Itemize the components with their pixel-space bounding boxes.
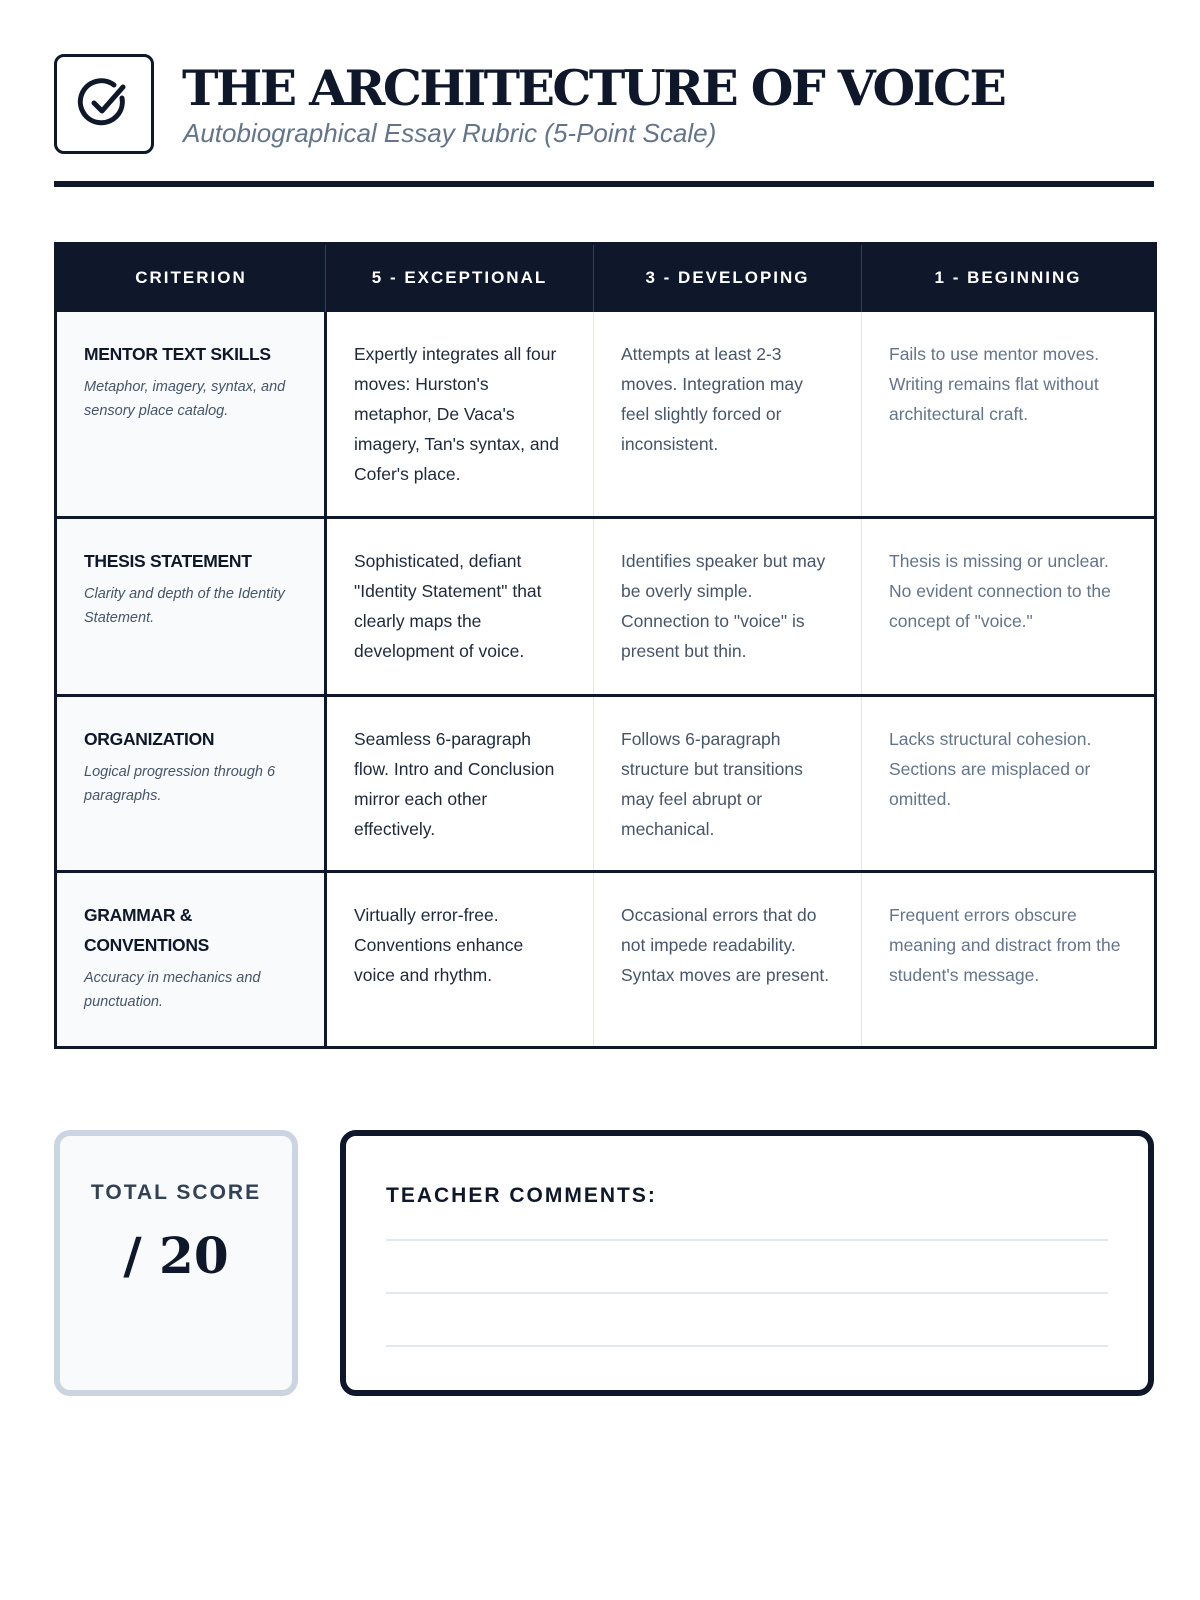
- table-row: [56, 872, 1156, 1048]
- total-score-box: [54, 1130, 298, 1396]
- criterion-name: ORGANIZATION: [84, 729, 215, 749]
- criterion-cell: [56, 696, 326, 872]
- beginning-cell: Thesis is missing or unclear. No evident connection to the concept of "voice.": [862, 518, 1156, 696]
- exceptional-cell: Sophisticated, defiant "Identity Statement" that clearly maps the development of voice.: [326, 518, 594, 696]
- exceptional-cell: Expertly integrates all four moves: Hurston's metaphor, De Vaca's imagery, Tan's syntax, and Cofer's place.: [326, 312, 594, 518]
- criterion-description: Logical progression through 6 paragraphs.: [84, 764, 276, 804]
- exceptional-cell: Seamless 6-paragraph flow. Intro and Conclusion mirror each other effectively.: [326, 696, 594, 872]
- check-circle-icon-svg: [76, 76, 132, 132]
- column-header-criterion: CRITERION: [56, 244, 326, 312]
- comment-line: [386, 1239, 1108, 1241]
- rubric-table: [54, 242, 1157, 1049]
- criterion-cell: [56, 872, 326, 1048]
- beginning-cell: Fails to use mentor moves. Writing remains flat without architectural craft.: [889, 343, 1100, 424]
- table-row: [56, 696, 1156, 872]
- total-score-value: / 20: [123, 1226, 229, 1285]
- column-header-beginning: 1 - BEGINNING: [862, 244, 1156, 312]
- criterion-name: MENTOR TEXT SKILLS: [84, 343, 271, 364]
- table-header-row: [56, 244, 1156, 312]
- beginning-cell: Frequent errors obscure meaning and distract from the student's message.: [862, 872, 1156, 1048]
- header-divider: [54, 181, 1154, 187]
- developing-cell: Follows 6-paragraph structure but transitions may feel abrupt or mechanical.: [594, 696, 862, 872]
- exceptional-cell: Virtually error-free. Conventions enhance voice and rhythm.: [326, 872, 594, 1048]
- teacher-comments-box[interactable]: [340, 1130, 1154, 1396]
- table-row: [56, 518, 1156, 696]
- criterion-description: Clarity and depth of the Identity Statement.: [84, 586, 285, 626]
- developing-cell: Identifies speaker but may be overly simple. Connection to "voice" is present but thin.: [594, 518, 862, 696]
- table-row: [56, 312, 1156, 518]
- criterion-cell: [56, 518, 326, 696]
- check-circle-icon: [54, 54, 154, 154]
- criterion-description: Accuracy in mechanics and punctuation.: [84, 970, 261, 1010]
- criterion-cell: [56, 312, 326, 518]
- page-title: THE ARCHITECTURE OF VOICE: [182, 59, 1005, 117]
- beginning-cell: Lacks structural cohesion. Sections are misplaced or omitted.: [862, 696, 1156, 872]
- column-header-developing: 3 - DEVELOPING: [594, 244, 862, 312]
- developing-cell: Attempts at least 2-3 moves. Integration may feel slightly forced or inconsistent.: [594, 312, 862, 518]
- developing-cell: Occasional errors that do not impede readability. Syntax moves are present.: [594, 872, 862, 1048]
- comment-line: [386, 1292, 1108, 1294]
- criterion-name: THESIS STATEMENT: [84, 551, 252, 571]
- criterion-name: GRAMMAR & CONVENTIONS: [84, 905, 210, 955]
- page-subtitle: Autobiographical Essay Rubric (5-Point Scale): [183, 118, 717, 148]
- column-header-exceptional: 5 - EXCEPTIONAL: [326, 244, 594, 312]
- header: [54, 54, 1154, 154]
- comment-line: [386, 1345, 1108, 1347]
- total-score-label: TOTAL SCORE: [90, 1181, 262, 1204]
- criterion-description: Metaphor, imagery, syntax, and sensory place catalog.: [84, 378, 286, 419]
- teacher-comments-label: TEACHER COMMENTS:: [386, 1184, 657, 1207]
